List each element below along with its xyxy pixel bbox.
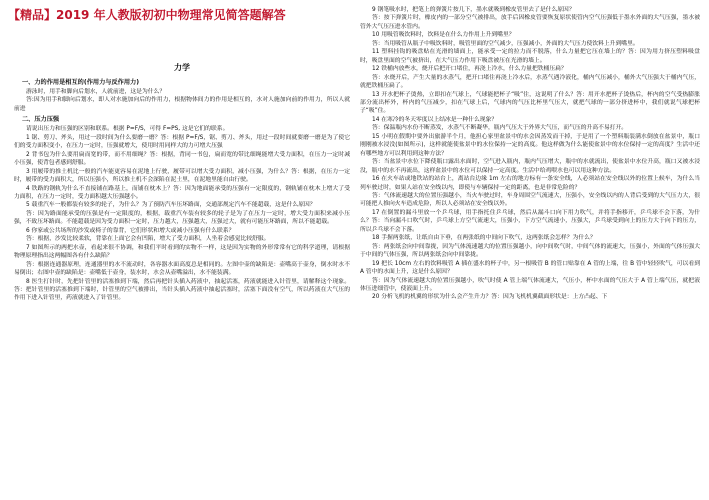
paragraph: 答：根据连通器原理，连通器里的水不流动时，各容器水面高度总是相同的。左图中壶的缺陷是：壶嘴高于壶身，倒水时水不易倒出；右图中壶的缺陷是：壶嘴低于壶身，装水时，水会从壶嘴溢出，水不能装满。 [14, 261, 350, 277]
left-column [14, 60, 350, 303]
paragraph: 7 如图所示的两把水壶，看起来很不协调，和我们平时看到的实物不一样，这是因为实物的外形常常有它的科学道理，请根据物理原理指出这两幅图各有什么缺陷？ [14, 244, 350, 260]
paragraph: 15 小明在假期中要外出旅游半个月，他担心家里盆景中的水会因蒸发而干掉，于是用了一个塑料瓶装满水倒放在盆景中，瓶口刚刚被水浸没(如图所示)，这样就能使盆景中的水位保持一定的高度。他这样做为什么能使盆景中的水位保持一定的高度？生活中还有哪些地方可以利用到这种方法？ [360, 133, 700, 157]
paragraph: 答：水烧开后，产生大量的水蒸气，把开口堵住再浇上冷水后，水蒸气遇冷液化，桶内气压减小，桶外大气压强大于桶内气压，就把铁桶压扁了。 [360, 74, 700, 90]
paragraph: 14 在寒冷的冬天零度以上结冰是一种什么现象？ [372, 116, 498, 123]
document-title: 【精品】2019 年人教版初初中物理常见简答题解答 [8, 8, 286, 22]
paragraph: 12 铁桶内放些水，烧开后把开口堵住，再浇上冷水，什么力量把铁桶压扁？ [372, 66, 567, 73]
paragraph: 11 塑料挂钩的吸盘贴在光滑的墙面上，能承受一定的拉力而不脱落，什么力量把它压在墙上的？答：因为用力挤压塑料吸盘时，吸盘里面的空气被挤出，在大气压力作用下吸盘被压在光滑的墙上。 [360, 49, 700, 64]
paragraph: 答：当盆景中水位下降使瓶口露出水面时，空气进入瓶内，瓶内气压增大，瓶中的水就流出，使盆景中水位升高，瓶口又被水浸没，瓶中的水不再流出，这样盆景中的水位可以保持一定高度。生活中给鸡喂水也可以用这种方法。 [360, 159, 700, 174]
paragraph: 5 载重汽车一般都装有较多的轮子，为什么？为了预防汽车压坏路面，交通部规定汽车不能超载，这是什么原因？ [26, 202, 316, 209]
paragraph: 1 锯、剪刀、斧头，用过一段时间为什么要磨一磨？答：根据 P=F/S，锯、剪刀、斧头，用过一段时间就要磨一磨是为了使它们的受力面积变小，在压力一定时，压强就增大，使用时用同样大的力可增大压强 [14, 134, 350, 150]
paragraph: 9 钢笔吸水时，把笔上的弹簧片按几下，墨水就吸到橡皮管里去了是什么原因？ [372, 7, 575, 13]
paragraph: 答：气体流速越大的位置压强越小，当火车驶过时，车身周围空气流速大，压强小，安全线以内的人背后受到的大气压力大，很可能把人推向火车造成危险，所以人必须站在安全线以外。 [360, 192, 700, 208]
subheading: 一、力的作用是相互的(作用力与反作用力) [22, 79, 140, 86]
paragraph: 答:因为用手和脚向后划水，即人对水施加向后的作用力，根据物体间力的作用是相互的，水对人施加向前的作用力，所以人就前进 [14, 97, 350, 112]
paragraph: 3 用履带的推土机比一般的汽车能更容易在泥地上行驶，履带可以增大受力面积，减小压强，为什么？答：根据，在压力一定时，履带的受力面积大，所以压强小，所以推土机不会深陷在泥土里，在泥地里能自由行驶。 [14, 168, 350, 184]
paragraph: 2 背书包为什么要用扁而宽的带，而不用细绳？答：根据，背同一书包，扁而宽的带比细绳能增大受力面积，在压力一定时减小压强，使背包者感到舒服。 [14, 151, 350, 167]
paragraph: 答：因为气体流速越大的位置压强越小，吹气时使 A 管上端气体流速大，气压小，杯中水面的气压大于 A 管上端气压，就把液体压进细管中，使液面上升。 [360, 277, 700, 292]
paragraph: 请说出压力和压强的区别和联系。根据 P=F/S，可得 F=PS, 这是它们的联系。 [26, 126, 229, 133]
paragraph: 8 医生打针时，先把针管里的活塞推到下端，然后再把针头插入药液中，抽起活塞，药液就能进入针管里，请解释这个现象。答：把针管里的活塞推到下端时，针管里的空气被排出，当针头插入药液中抽起活塞时，活塞下面没有空气，所以药液在大气压的作用下进入针管里，药液就进入了针管里。 [14, 278, 350, 302]
paragraph: 答：保温瓶内水份不断蒸发，水蒸气不断凝华，瓶内气压大于外界大气压，而气压的升高不易打开。 [372, 125, 628, 132]
paragraph: 答：按下弹簧片时，橡皮内的一部分空气被排出，放手后因橡皮管要恢复原状使管内空气压强低于墨水外面的大气压强，墨水被管外大气压压进水管内。 [360, 15, 700, 30]
paragraph: 答：因为路面能承受的压强是有一定限度的，根据，载重汽车装有较多的轮子是为了在压力一定时，增大受力面积来减小压强，不致压坏路面。不能超载是因为受力面积一定时，压力越大，压强越大，压强过大，就有可能压坏路面，所以不能超载。 [14, 210, 350, 226]
paragraph: 19 把长 10cm 左右的饮料吸管 A 插在盛水的杯子中，另一根吸管 B 的管口贴靠在 A 管的上端，往 B 管中轻轻吹气，可以看到 A 管中的水面上升，这是什么原因？ [360, 260, 700, 276]
paragraph: 答：根据，沙发比较柔软，背靠在上面它会有凹陷，增大了受力面积，人坐着会感觉比较舒服。 [26, 236, 270, 243]
subheading: 二、压力压强 [22, 116, 60, 124]
section-heading: 力学 [174, 63, 190, 72]
left-column-body [14, 78, 350, 303]
paragraph: 4 铁路的钢轨为什么不直接铺在路基上，而铺在枕木上？答：因为地面能承受的压强有一定限度的，钢轨铺在枕木上增大了受力面积，在压力一定时，受力面积越大压强越小。 [14, 185, 350, 200]
paragraph: 答：两张纸会向中间靠拢，因为气体流速越大的位置压强越小，向中间吹气时，中间气体的流速大，压强小，外面的气体压强大于中间的气体压强，所以两张纸会向中间靠拢。 [360, 243, 700, 259]
paragraph: 17 在倒置的漏斗里放一个乒乓球，用手指托住乒乓球，然后从漏斗口向下用力吹气，并将手指移开，乒乓球不会下落，为什么？答：当向漏斗口吹气时，乒乓球上方空气流速大，压强小，下方空气流速小，压强大，乒乓球受到向上的压力大于向下的压力，所以乒乓球不会下落。 [360, 209, 700, 233]
paragraph: 游泳时，用手和脚向后划水，人就前进，这是为什么？ [26, 89, 166, 95]
paragraph: 18 手握两张纸，让纸自由下垂，在两张纸的中间向下吹气，这两张纸会怎样？为什么？ [372, 235, 596, 242]
paragraph: 10 用吸管吸饮料时，饮料是在什么力作用上升到嘴里？ [372, 32, 515, 39]
right-column-body [360, 6, 700, 302]
paragraph: 答：当用吸管从瓶子中吸饮料时，吸管里面的空气减少，压强减小，外面的大气压力使饮料上升到嘴里。 [372, 40, 639, 47]
paragraph: 13 开水把杯子烫热，立即扣在气球上，气球能把杯子“吸”住，这说明了什么？答：用开水把杯子烫热后，杯内的空气受热膨胀部分流出杯外，杯内的气压减少，扣在气球上后，气球内的气压比杯里气压大，就把气球的一部分挤进杯中，我们就说气球把杯子“吸”住。 [360, 91, 700, 115]
right-column [360, 6, 700, 302]
paragraph: 6 你家或公共场所的沙发或椅子的靠背，它们形状和增大或减小压强有什么联系？ [26, 227, 235, 234]
paragraph: 16 在火车站或地铁站的站台上，离站台边缘 1m 左右的地方标有一条安全线，人必须站在安全线以外的位置上候车，为什么当列车驶过时，如果人站在安全线以内，即使与车辆保持一定的距离，也是非常危险的？ [360, 176, 700, 191]
paragraph: 20 分析飞机的机翼的形状为什么会产生升力？答：因为飞机机翼截面形状是：上方凸起、下 [372, 294, 608, 301]
